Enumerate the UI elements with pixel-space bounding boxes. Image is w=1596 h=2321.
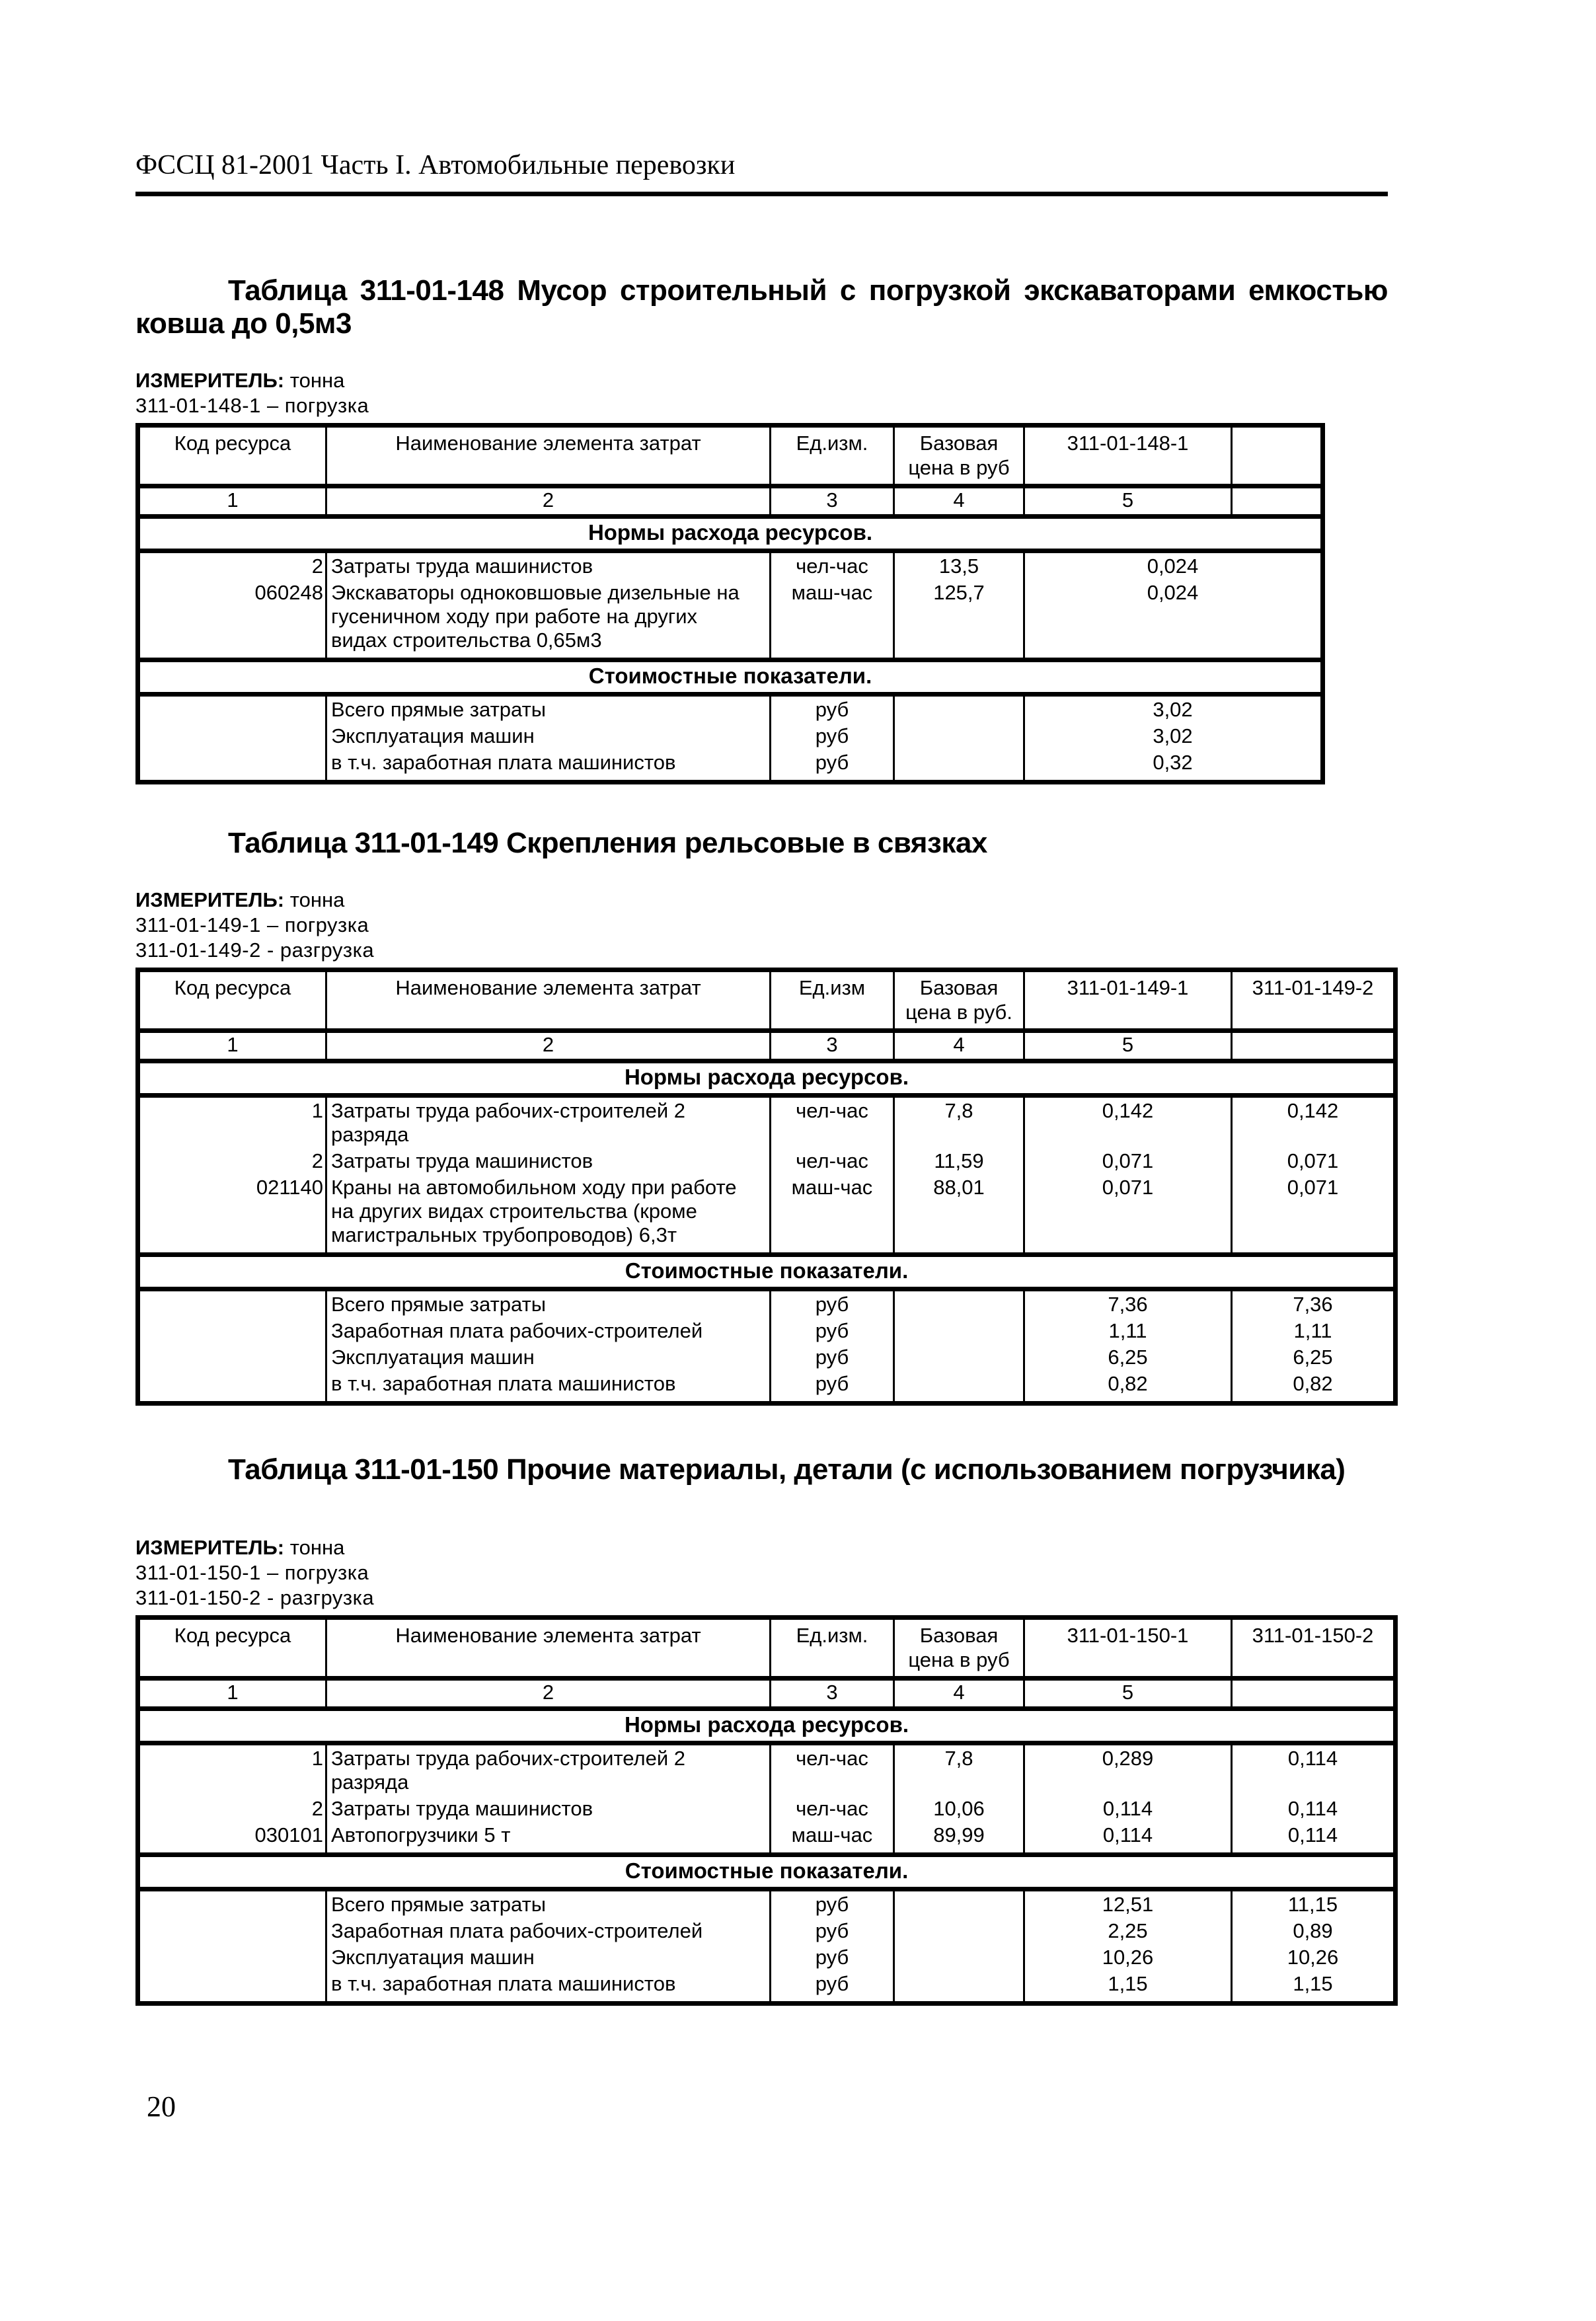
price-cell: 88,01 (894, 1174, 1024, 1255)
code-cell: 030101 (138, 1822, 326, 1855)
unit-cell: руб (771, 1289, 894, 1318)
column-header-cell (1232, 426, 1323, 486)
cost-row (138, 749, 1323, 782)
value-cell: 1,15 (1232, 1971, 1396, 2004)
unit-cell: руб (771, 695, 894, 724)
costs-band: Стоимостные показатели. (138, 1255, 1396, 1289)
cost-row (138, 1318, 1396, 1344)
section-band-row (138, 1709, 1396, 1743)
column-header-cell: 311-01-150-2 (1232, 1618, 1396, 1679)
resource-row (138, 1174, 1396, 1255)
cost-table-311-01-148 (135, 423, 1325, 784)
value-cell: 0,82 (1232, 1371, 1396, 1404)
column-number-row (138, 1031, 1396, 1061)
resource-row (138, 1822, 1396, 1855)
measurer-value: тонна (289, 1536, 345, 1559)
name-cell: в т.ч. заработная плата машинистов (326, 1371, 771, 1404)
column-header-cell: Код ресурса (138, 970, 326, 1031)
value-cell: 0,071 (1232, 1174, 1396, 1255)
section-band-row (138, 1061, 1396, 1096)
name-cell: Эксплуатация машин (326, 723, 771, 749)
name-cell: Затраты труда рабочих-строителей 2 разряда (326, 1743, 771, 1796)
value-cell: 2,25 (1024, 1918, 1232, 1944)
code-cell (138, 1371, 326, 1404)
value-cell: 0,114 (1232, 1822, 1396, 1855)
table-section-311-01-149 (135, 827, 1393, 1406)
code-cell (138, 749, 326, 782)
variant-line: 311-01-150-1 – погрузка (135, 1561, 369, 1584)
code-cell: 1 (138, 1743, 326, 1796)
section-band-row (138, 1255, 1396, 1289)
code-cell (138, 1971, 326, 2004)
code-cell: 2 (138, 1148, 326, 1174)
column-number-row (138, 1679, 1396, 1709)
value-cell: 0,142 (1024, 1096, 1232, 1149)
column-number-cell: 4 (894, 1031, 1024, 1061)
value-cell: 7,36 (1024, 1289, 1232, 1318)
price-cell (894, 1344, 1024, 1371)
table-title: Таблица 311-01-149 Скрепления рельсовые в связках (228, 827, 987, 859)
cost-row (138, 695, 1323, 724)
unit-cell: чел-час (771, 1096, 894, 1149)
price-cell: 7,8 (894, 1096, 1024, 1149)
cost-row (138, 1971, 1396, 2004)
measurer-line (135, 888, 1393, 913)
unit-cell: чел-час (771, 551, 894, 580)
price-cell (894, 695, 1024, 724)
value-cell: 0,024 (1024, 551, 1323, 580)
price-cell (894, 1918, 1024, 1944)
column-header-cell: 311-01-149-1 (1024, 970, 1232, 1031)
price-cell: 11,59 (894, 1148, 1024, 1174)
cost-row (138, 1944, 1396, 1971)
name-cell: Всего прямые затраты (326, 695, 771, 724)
cost-row (138, 1889, 1396, 1919)
value-cell: 0,114 (1024, 1822, 1232, 1855)
table-title: Таблица 311-01-148 Мусор строительный с погрузкой экскаваторами емкостью ковша до 0,5м3 (135, 274, 1388, 340)
name-cell: Затраты труда машинистов (326, 551, 771, 580)
price-cell (894, 1944, 1024, 1971)
name-cell: Затраты труда рабочих-строителей 2 разряда (326, 1096, 771, 1149)
section-band-row (138, 1855, 1396, 1889)
cost-rows (138, 1889, 1396, 2004)
unit-cell: чел-час (771, 1148, 894, 1174)
code-cell (138, 723, 326, 749)
price-cell (894, 1318, 1024, 1344)
value-cell: 6,25 (1024, 1344, 1232, 1371)
unit-cell: маш-час (771, 580, 894, 660)
column-number-cell: 5 (1024, 486, 1232, 517)
name-cell: Краны на автомобильном ходу при работе на других видах строительства (кроме магистральных трубопроводов) 6,3т (326, 1174, 771, 1255)
code-cell (138, 695, 326, 724)
value-cell: 0,114 (1232, 1796, 1396, 1822)
section-band-row (138, 660, 1323, 695)
column-header-row (138, 970, 1396, 1031)
value-cell: 0,142 (1232, 1096, 1396, 1149)
unit-cell: чел-час (771, 1796, 894, 1822)
cost-row (138, 723, 1323, 749)
column-number-cell: 3 (771, 486, 894, 517)
column-header-cell: Ед.изм. (771, 1618, 894, 1679)
column-number-cell: 1 (138, 1679, 326, 1709)
section-band-row (138, 517, 1323, 551)
column-number-cell: 3 (771, 1031, 894, 1061)
price-cell (894, 1371, 1024, 1404)
value-cell: 0,289 (1024, 1743, 1232, 1796)
cost-row (138, 1344, 1396, 1371)
value-cell: 10,26 (1024, 1944, 1232, 1971)
value-cell: 0,32 (1024, 749, 1323, 782)
name-cell: Затраты труда машинистов (326, 1796, 771, 1822)
cost-rows (138, 1289, 1396, 1404)
unit-cell: чел-час (771, 1743, 894, 1796)
resource-row (138, 1096, 1396, 1149)
measurer-label: ИЗМЕРИТЕЛЬ: (135, 888, 285, 911)
code-cell (138, 1318, 326, 1344)
column-number-cell: 4 (894, 1679, 1024, 1709)
column-number-cell: 2 (326, 1031, 771, 1061)
unit-cell: руб (771, 1318, 894, 1344)
resource-rows (138, 1743, 1396, 1855)
value-cell: 0,89 (1232, 1918, 1396, 1944)
column-number-cell: 3 (771, 1679, 894, 1709)
price-cell: 125,7 (894, 580, 1024, 660)
cost-table-311-01-149 (135, 968, 1398, 1406)
cost-row (138, 1289, 1396, 1318)
column-number-cell: 2 (326, 1679, 771, 1709)
price-cell: 89,99 (894, 1822, 1024, 1855)
name-cell: Затраты труда машинистов (326, 1148, 771, 1174)
code-cell (138, 1889, 326, 1919)
price-cell: 10,06 (894, 1796, 1024, 1822)
column-number-cell (1232, 1031, 1396, 1061)
measurer-line (135, 1535, 1393, 1560)
cost-rows (138, 695, 1323, 782)
value-cell: 0,82 (1024, 1371, 1232, 1404)
name-cell: Эксплуатация машин (326, 1944, 771, 1971)
value-cell: 0,071 (1024, 1174, 1232, 1255)
column-header-cell: Наименование элемента затрат (326, 970, 771, 1031)
column-number-cell (1232, 1679, 1396, 1709)
variant-line: 311-01-148-1 – погрузка (135, 394, 369, 417)
value-cell: 3,02 (1024, 695, 1323, 724)
costs-band: Стоимостные показатели. (138, 1855, 1396, 1889)
code-cell (138, 1918, 326, 1944)
column-number-cell: 1 (138, 1031, 326, 1061)
price-cell (894, 1971, 1024, 2004)
column-header-cell: Код ресурса (138, 426, 326, 486)
resource-row (138, 1743, 1396, 1796)
name-cell: Автопогрузчики 5 т (326, 1822, 771, 1855)
resource-row (138, 1796, 1396, 1822)
cost-table-311-01-150 (135, 1615, 1398, 2006)
value-cell: 1,15 (1024, 1971, 1232, 2004)
column-number-cell: 5 (1024, 1679, 1232, 1709)
column-number-row (138, 486, 1323, 517)
unit-cell: руб (771, 1344, 894, 1371)
costs-band: Стоимостные показатели. (138, 660, 1323, 695)
unit-cell: руб (771, 1944, 894, 1971)
norms-band: Нормы расхода ресурсов. (138, 1061, 1396, 1096)
measurer-label: ИЗМЕРИТЕЛЬ: (135, 1536, 285, 1559)
resource-row (138, 1148, 1396, 1174)
unit-cell: маш-час (771, 1822, 894, 1855)
variant-line: 311-01-150-2 - разгрузка (135, 1586, 375, 1609)
variant-line: 311-01-149-1 – погрузка (135, 913, 369, 936)
name-cell: Всего прямые затраты (326, 1289, 771, 1318)
code-cell: 2 (138, 1796, 326, 1822)
resource-rows (138, 551, 1323, 660)
value-cell: 0,071 (1024, 1148, 1232, 1174)
unit-cell: руб (771, 1971, 894, 2004)
unit-cell: руб (771, 749, 894, 782)
value-cell: 3,02 (1024, 723, 1323, 749)
cost-row (138, 1918, 1396, 1944)
resource-rows (138, 1096, 1396, 1255)
table-section-311-01-150 (135, 1453, 1393, 2006)
name-cell: Всего прямые затраты (326, 1889, 771, 1919)
column-header-cell: Ед.изм (771, 970, 894, 1031)
norms-band: Нормы расхода ресурсов. (138, 517, 1323, 551)
value-cell: 11,15 (1232, 1889, 1396, 1919)
table-section-311-01-148 (135, 274, 1393, 784)
column-header-cell: 311-01-148-1 (1024, 426, 1232, 486)
code-cell (138, 1289, 326, 1318)
value-cell: 1,11 (1232, 1318, 1396, 1344)
unit-cell: руб (771, 1371, 894, 1404)
price-cell: 7,8 (894, 1743, 1024, 1796)
name-cell: Заработная плата рабочих-строителей (326, 1918, 771, 1944)
column-header-row (138, 1618, 1396, 1679)
column-header-cell: Код ресурса (138, 1618, 326, 1679)
norms-band: Нормы расхода ресурсов. (138, 1709, 1396, 1743)
value-cell: 7,36 (1232, 1289, 1396, 1318)
code-cell (138, 1944, 326, 1971)
code-cell: 021140 (138, 1174, 326, 1255)
resource-row (138, 551, 1323, 580)
name-cell: Заработная плата рабочих-строителей (326, 1318, 771, 1344)
column-header-cell: Наименование элемента затрат (326, 426, 771, 486)
name-cell: Экскаваторы одноковшовые дизельные на гусеничном ходу при работе на других видах строительства 0,65м3 (326, 580, 771, 660)
column-number-cell: 1 (138, 486, 326, 517)
variant-line: 311-01-149-2 - разгрузка (135, 938, 375, 962)
value-cell: 12,51 (1024, 1889, 1232, 1919)
name-cell: в т.ч. заработная плата машинистов (326, 1971, 771, 2004)
value-cell: 0,071 (1232, 1148, 1396, 1174)
column-header-cell: 311-01-150-1 (1024, 1618, 1232, 1679)
code-cell (138, 1344, 326, 1371)
name-cell: Эксплуатация машин (326, 1344, 771, 1371)
column-number-cell: 4 (894, 486, 1024, 517)
column-header-cell: Базовая цена в руб (894, 426, 1024, 486)
name-cell: в т.ч. заработная плата машинистов (326, 749, 771, 782)
unit-cell: руб (771, 1889, 894, 1919)
cost-row (138, 1371, 1396, 1404)
column-number-cell (1232, 486, 1323, 517)
price-cell (894, 723, 1024, 749)
value-cell: 0,024 (1024, 580, 1323, 660)
measurer-value: тонна (289, 369, 345, 392)
code-cell: 1 (138, 1096, 326, 1149)
price-cell: 13,5 (894, 551, 1024, 580)
measurer-value: тонна (289, 888, 345, 911)
value-cell: 6,25 (1232, 1344, 1396, 1371)
column-header-cell: 311-01-149-2 (1232, 970, 1396, 1031)
code-cell: 2 (138, 551, 326, 580)
resource-row (138, 580, 1323, 660)
column-header-cell: Ед.изм. (771, 426, 894, 486)
unit-cell: руб (771, 1918, 894, 1944)
column-header-cell: Базовая цена в руб. (894, 970, 1024, 1031)
column-header-row (138, 426, 1323, 486)
value-cell: 1,11 (1024, 1318, 1232, 1344)
code-cell: 060248 (138, 580, 326, 660)
table-title: Таблица 311-01-150 Прочие материалы, детали (с использованием погрузчика) (228, 1453, 1346, 1486)
value-cell: 0,114 (1232, 1743, 1396, 1796)
column-header-cell: Наименование элемента затрат (326, 1618, 771, 1679)
measurer-label: ИЗМЕРИТЕЛЬ: (135, 369, 285, 392)
column-number-cell: 5 (1024, 1031, 1232, 1061)
measurer-line (135, 368, 1393, 393)
page-number: 20 (147, 2090, 176, 2123)
unit-cell: маш-час (771, 1174, 894, 1255)
value-cell: 10,26 (1232, 1944, 1396, 1971)
page-header-title: ФССЦ 81-2001 Часть I. Автомобильные перевозки (135, 150, 736, 180)
page-header (135, 0, 1388, 196)
column-header-cell: Базовая цена в руб (894, 1618, 1024, 1679)
value-cell: 0,114 (1024, 1796, 1232, 1822)
price-cell (894, 1289, 1024, 1318)
page-content (135, 0, 1393, 2006)
column-number-cell: 2 (326, 486, 771, 517)
price-cell (894, 1889, 1024, 1919)
unit-cell: руб (771, 723, 894, 749)
price-cell (894, 749, 1024, 782)
